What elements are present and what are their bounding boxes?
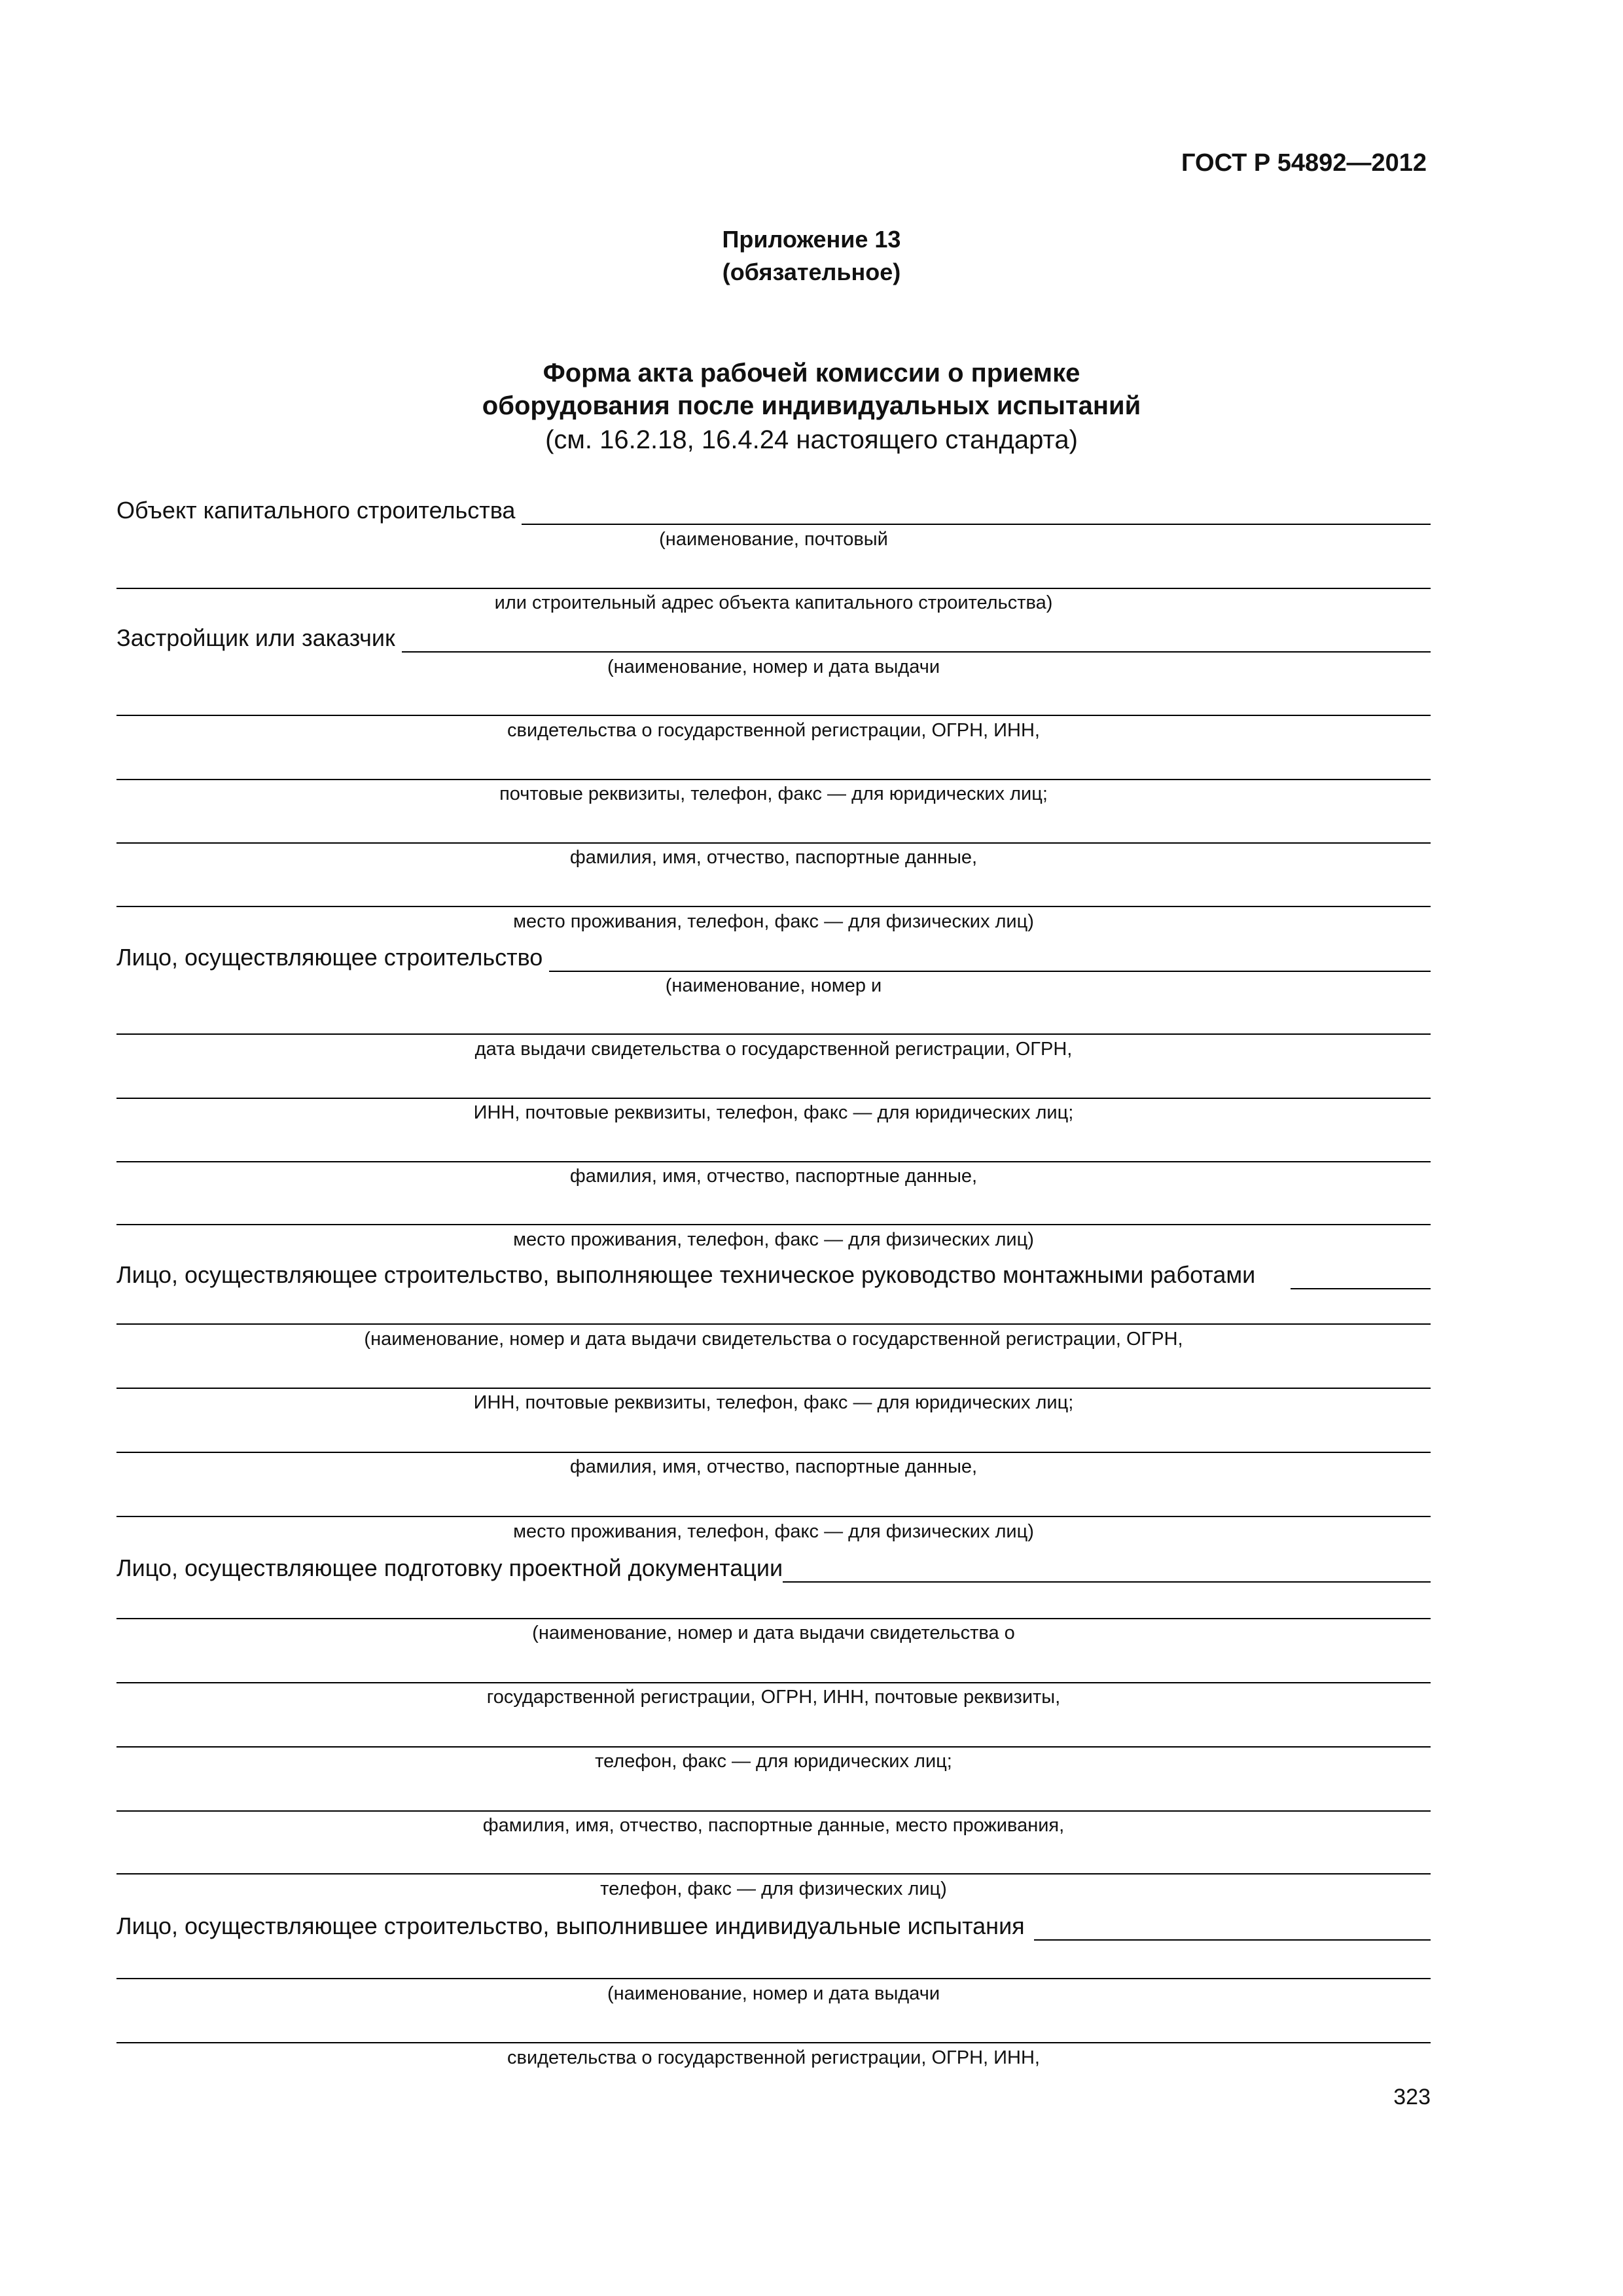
developer-field: [116, 613, 1431, 653]
designer-hint: (наименование, номер и дата выдачи свидетельства о: [532, 1623, 1015, 1643]
builder-supervision-hint: (наименование, номер и дата выдачи свидетельства о государственной регистрации, ОГРН,: [364, 1329, 1183, 1350]
builder-field: [116, 933, 1431, 972]
builder-supervision-hint: фамилия, имя, отчество, паспортные данные,: [569, 1456, 978, 1477]
builder-hint: место проживания, телефон, факс — для физических лиц): [513, 1229, 1034, 1250]
developer-line-5[interactable]: [116, 906, 1431, 907]
designer-line-4[interactable]: [116, 1746, 1431, 1748]
designer-line-6[interactable]: [116, 1873, 1431, 1874]
builder-supervision-line-2[interactable]: [116, 1323, 1431, 1325]
builder-supervision-field-label: Лицо, осуществляющее строительство, выполняющее техническое руководство монтажными работами: [116, 1261, 1256, 1288]
developer-field-label: Застройщик или заказчик: [116, 624, 395, 651]
appendix-title: Приложение 13: [722, 226, 901, 253]
object-field: [116, 486, 1431, 525]
form-reference: (см. 16.2.18, 16.4.24 настоящего стандарта): [545, 425, 1078, 454]
builder-supervision-hint: ИНН, почтовые реквизиты, телефон, факс — для юридических лиц;: [473, 1392, 1074, 1413]
designer-field-label: Лицо, осуществляющее подготовку проектной документации: [116, 1554, 783, 1581]
tester-line-3[interactable]: [116, 2042, 1431, 2043]
designer-field: [116, 1543, 1431, 1583]
standard-designation: ГОСТ Р 54892—2012: [1181, 149, 1427, 177]
builder-supervision-line-5[interactable]: [116, 1516, 1431, 1517]
tester-field-line[interactable]: [1034, 1900, 1431, 1941]
builder-line-3[interactable]: [116, 1098, 1431, 1099]
tester-hint: свидетельства о государственной регистрации, ОГРН, ИНН,: [507, 2047, 1040, 2068]
designer-hint: государственной регистрации, ОГРН, ИНН, почтовые реквизиты,: [486, 1687, 1061, 1708]
object-field-label: Объект капитального строительства: [116, 497, 516, 524]
developer-line-3[interactable]: [116, 779, 1431, 780]
designer-field-line[interactable]: [783, 1542, 1431, 1583]
builder-field-label: Лицо, осуществляющее строительство: [116, 944, 543, 971]
designer-hint: телефон, факс — для юридических лиц;: [595, 1751, 952, 1772]
developer-hint: свидетельства о государственной регистрации, ОГРН, ИНН,: [507, 720, 1040, 741]
builder-supervision-field: [116, 1250, 1431, 1289]
developer-hint: (наименование, номер и дата выдачи: [607, 656, 940, 677]
builder-supervision-line-4[interactable]: [116, 1452, 1431, 1453]
designer-line-2[interactable]: [116, 1618, 1431, 1619]
designer-hint: телефон, факс — для физических лиц): [600, 1878, 947, 1899]
tester-field-label: Лицо, осуществляющее строительство, выполнившее индивидуальные испытания: [116, 1912, 1025, 1939]
designer-line-5[interactable]: [116, 1810, 1431, 1812]
object-line-2[interactable]: [116, 588, 1431, 589]
developer-field-line[interactable]: [402, 612, 1431, 653]
developer-line-2[interactable]: [116, 715, 1431, 716]
form-title-line-1: Форма акта рабочей комиссии о приемке: [543, 359, 1080, 387]
developer-hint: фамилия, имя, отчество, паспортные данные,: [569, 847, 978, 868]
developer-line-4[interactable]: [116, 842, 1431, 844]
page-number: 323: [1393, 2085, 1431, 2109]
builder-line-2[interactable]: [116, 1033, 1431, 1035]
object-hint: (наименование, почтовый: [659, 529, 888, 550]
tester-hint: (наименование, номер и дата выдачи: [607, 1983, 940, 2004]
designer-hint: фамилия, имя, отчество, паспортные данные, место проживания,: [482, 1815, 1065, 1836]
builder-hint: дата выдачи свидетельства о государственной регистрации, ОГРН,: [474, 1039, 1073, 1060]
tester-field: [116, 1901, 1431, 1941]
builder-supervision-line-3[interactable]: [116, 1388, 1431, 1389]
builder-hint: фамилия, имя, отчество, паспортные данные,: [569, 1166, 978, 1187]
builder-supervision-field-line[interactable]: [1291, 1249, 1431, 1289]
appendix-status: (обязательное): [722, 259, 901, 285]
developer-hint: почтовые реквизиты, телефон, факс — для юридических лиц;: [499, 783, 1048, 804]
builder-line-4[interactable]: [116, 1161, 1431, 1162]
designer-line-3[interactable]: [116, 1682, 1431, 1683]
builder-hint: (наименование, номер и: [665, 975, 882, 996]
builder-field-line[interactable]: [549, 931, 1431, 972]
object-hint: или строительный адрес объекта капитального строительства): [494, 592, 1053, 613]
developer-hint: место проживания, телефон, факс — для физических лиц): [513, 911, 1034, 932]
builder-supervision-hint: место проживания, телефон, факс — для физических лиц): [513, 1521, 1034, 1542]
form-title-line-2: оборудования после индивидуальных испытаний: [482, 391, 1141, 420]
object-field-line[interactable]: [522, 484, 1431, 525]
builder-hint: ИНН, почтовые реквизиты, телефон, факс — для юридических лиц;: [473, 1102, 1074, 1123]
tester-line-2[interactable]: [116, 1978, 1431, 1979]
builder-line-5[interactable]: [116, 1224, 1431, 1225]
